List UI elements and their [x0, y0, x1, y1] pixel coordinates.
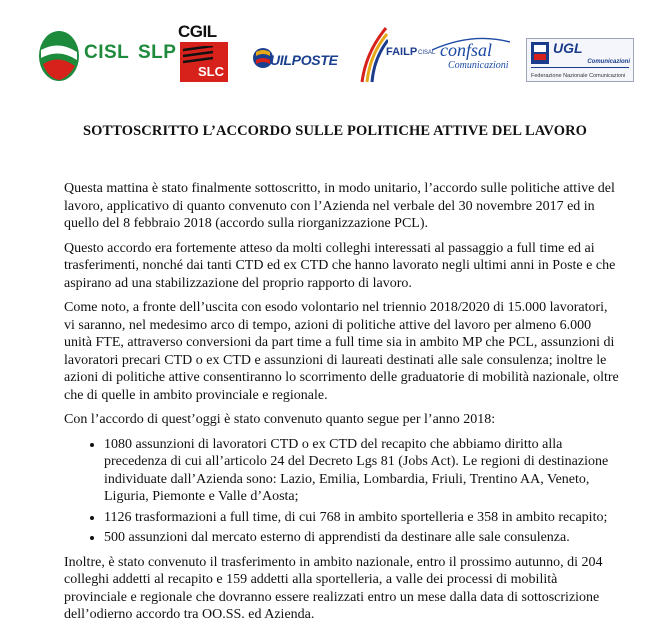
ugl-divider	[531, 67, 629, 68]
uilposte-logo	[252, 42, 336, 82]
union-logos-header	[0, 0, 670, 110]
document-body	[64, 180, 620, 631]
agreement-bullet-list	[64, 436, 620, 547]
intro-paragraph: Questa mattina è stato finalmente sottoscritto, in modo unitario, l’accordo sulle politiche attive del lavoro, applicativo di quanto convenuto con l’Azienda nel verbale del 30 novembre 2017 ed in quello del 8 febbraio 2018 (accordo sulla riorganizzazione PCL).	[64, 181, 615, 231]
uilposte-wordmark: UILPOSTE	[270, 52, 338, 68]
bullet-item: • 1126 trasformazioni a full time, di cui 768 in ambito sportelleria e 358 in ambito recapito;	[104, 509, 620, 527]
cisl-slp-logo	[38, 28, 177, 84]
expectations-paragraph: Questo accordo era fortemente atteso da molti colleghi interessati al passaggio a full time ed ai trasferimenti, nonché dai tanti CTD ed ex CTD che hanno lavorato negli ultimi anni in Poste e che aspirano ad una stabilizzazione del proprio rapporto di lavoro.	[64, 240, 616, 291]
bullet-item: • 1080 assunzioni di lavoratori CTD o ex CTD del recapito che abbiamo diritto alla precedenza di cui all’articolo 24 del Decreto Lgs 81 (Jobs Act). Le regioni di destinazione individuate dall’Azienda sono: Lazio, Emilia, Lombardia, Friuli, Trentino AA, Veneto, Liguria, Piemonte e Valle d’Aosta;	[104, 436, 620, 506]
cisal-wordmark: CISAL	[418, 50, 436, 56]
failp-cisal-logo	[358, 22, 434, 86]
confsal-comunicazioni-logo	[432, 36, 510, 80]
ugl-shield-icon	[531, 42, 549, 64]
document-title: SOTTOSCRITTO L’ACCORDO SULLE POLITICHE ATTIVE DEL LAVORO	[82, 123, 588, 139]
context-paragraph: Come noto, a fronte dell’uscita con esodo volontario nel triennio 2018/2020 di 15.000 lavoratori, vi saranno, nel medesimo arco di tempo, azioni di politiche attive del lavoro per almeno 6.000 unità FTE, attraverso conversioni da part time a full time sia in ambito MP che PCL, assunzioni di lavoratori precari CTD o ex CTD e assunzioni di laureati destinati alle sale consulenza; inoltre le azioni di politiche attive consentiranno lo scorrimento delle graduatorie di mobilità nazionale, oltre che di quelle in ambito provinciale e regionale.	[64, 300, 619, 403]
failp-wordmark: FAILP	[386, 46, 418, 58]
confsal-comunicazioni-subtitle: Comunicazioni	[448, 60, 509, 71]
bullet-item: • 500 assunzioni dal mercato esterno di apprendisti da destinare alle sale consulenza.	[104, 529, 620, 547]
cisl-globe-icon	[38, 30, 80, 82]
ugl-comunicazioni-logo	[526, 38, 634, 82]
ugl-federazione-label: Federazione Nazionale Comunicazioni	[531, 73, 626, 79]
closing-paragraph: Inoltre, è stato convenuto il trasferimento in ambito nazionale, entro il prossimo autunno, di 204 colleghi addetti al recapito e 159 addetti alla sportelleria, a valle dei processi di mobilità provinciale e regionale che dovranno essere realizzati entro un mese dalla data di sottoscrizione dell’odierno accordo tra OO.SS. ed Azienda.	[64, 554, 603, 622]
ugl-comunicazioni-label: Comunicazioni	[587, 59, 630, 65]
cgil-slc-logo	[178, 22, 230, 84]
slp-wordmark: SLP	[138, 42, 177, 63]
confsal-wordmark: confsal	[440, 40, 492, 60]
cisl-wordmark: CISL	[84, 42, 130, 63]
slc-red-box	[180, 42, 228, 82]
ugl-wordmark: UGL	[553, 40, 583, 56]
slc-wordmark: SLC	[198, 64, 224, 79]
cgil-wordmark: CGIL	[178, 22, 217, 41]
agreement-lead-paragraph: Con l’accordo di quest’oggi è stato convenuto quanto segue per l’anno 2018:	[64, 412, 496, 427]
failp-swoosh-icon	[358, 22, 388, 84]
